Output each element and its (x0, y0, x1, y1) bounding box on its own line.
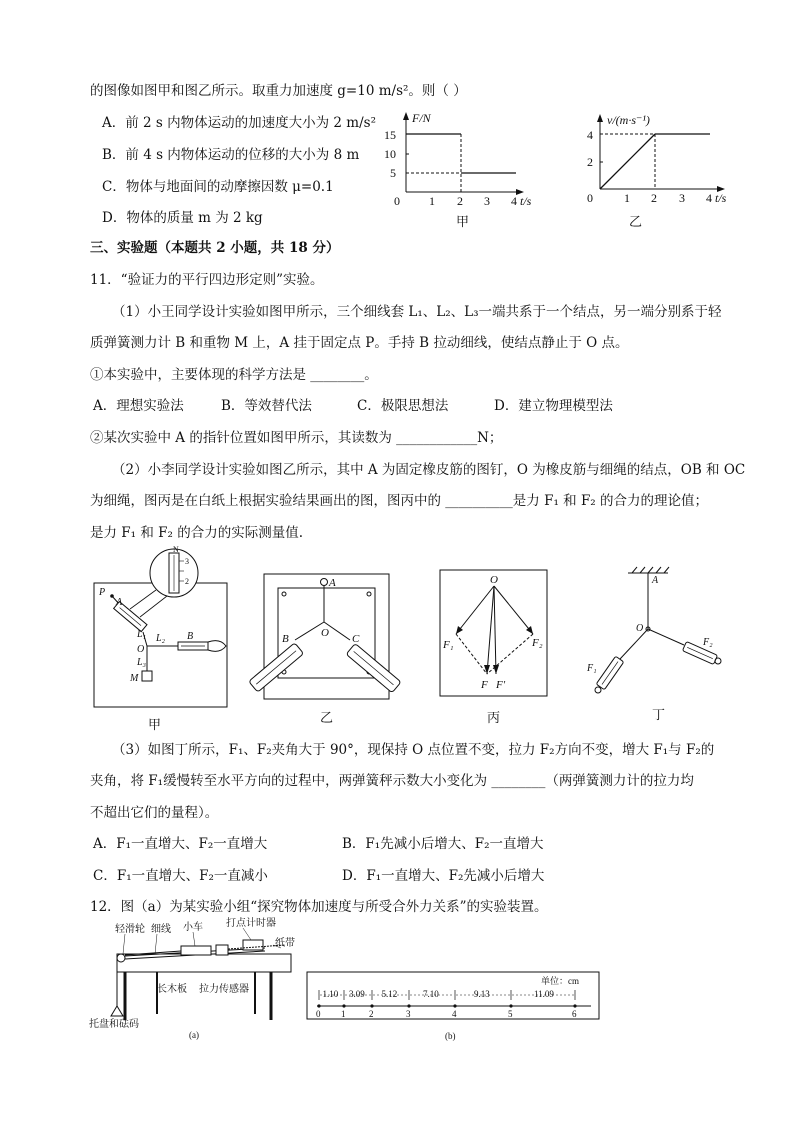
svg-text:B: B (187, 631, 194, 642)
caption-a: (a) (189, 1030, 199, 1040)
svg-text:3: 3 (185, 557, 189, 566)
svg-text:1: 1 (624, 191, 630, 205)
svg-text:0: 0 (394, 194, 400, 208)
svg-text:2: 2 (185, 577, 189, 586)
tape-unit: 单位：cm (541, 976, 579, 986)
svg-text:5: 5 (390, 166, 396, 180)
q10-option-a: A．前 2 s 内物体运动的加速度大小为 2 m/s² (102, 115, 377, 131)
q11-title: 11．“验证力的平行四边形定则”实验。 (90, 272, 324, 288)
figure-bing-caption: 丙 (487, 710, 501, 725)
tape-point-label: 3 (406, 1009, 411, 1019)
svg-text:A: A (652, 575, 659, 586)
svg-text:拉力传感器: 拉力传感器 (199, 984, 249, 995)
svg-text:F₁: F₁ (587, 663, 597, 674)
graph-yi (575, 110, 745, 230)
graph-jia-ylabel: F/N (412, 111, 431, 125)
q10-option-b: B．前 4 s 内物体运动的位移的大小为 8 m (102, 147, 360, 163)
graph-jia-caption: 甲 (456, 214, 470, 229)
q11-p1-line2: 质弹簧测力计 B 和重物 M 上，A 挂于固定点 P。手持 B 拉动细线，使结点静止于 O 点。 (90, 335, 629, 351)
tape-dot (342, 1004, 345, 1007)
q11-method-question: ①本实验中，主要体现的科学方法是 ________。 (90, 367, 378, 383)
q10-option-d: D．物体的质量 m 为 2 kg (102, 210, 263, 226)
tape-segment-label: 3.09 (349, 989, 365, 999)
caption-b: (b) (445, 1031, 456, 1041)
svg-text:t/s: t/s (520, 194, 532, 208)
svg-text:细线: 细线 (151, 924, 171, 935)
svg-text:F₂: F₂ (532, 637, 543, 649)
svg-text:1: 1 (429, 194, 435, 208)
svg-text:B: B (282, 633, 289, 645)
q10-option-c: C．物体与地面间的动摩擦因数 μ=0.1 (102, 179, 334, 195)
figure-yi (240, 568, 415, 728)
svg-text:A: A (329, 577, 336, 589)
svg-text:10: 10 (384, 147, 396, 161)
svg-text:3: 3 (484, 194, 490, 208)
tape-segment-label: 1.10 (322, 989, 339, 999)
svg-text:3: 3 (679, 191, 685, 205)
svg-text:长木板: 长木板 (157, 984, 187, 995)
svg-text:O: O (321, 627, 329, 639)
svg-text:O: O (636, 623, 644, 634)
svg-text:4: 4 (587, 128, 593, 142)
svg-text:0: 0 (587, 191, 593, 205)
tape-point-label: 4 (452, 1009, 457, 1019)
tape-segment-label: 7.10 (423, 989, 439, 999)
svg-text:托盘和砝码: 托盘和砝码 (89, 1019, 139, 1030)
graph-yi-caption: 乙 (629, 214, 643, 229)
tape-segment-label: 5.12 (381, 989, 398, 999)
q11-p2-line2: 为细绳，图丙是在白纸上根据实验结果画出的图，图丙中的 __________是力 F₁ 和 F₂ 的合力的理论值； (90, 493, 709, 509)
tape-dot (317, 1004, 320, 1007)
svg-text:F₂: F₂ (703, 637, 713, 648)
paper-tape-figure (305, 970, 605, 1045)
svg-text:M: M (130, 673, 139, 684)
q11-p2-line3: 是力 F₁ 和 F₂ 的合力的实际测量值. (90, 525, 304, 541)
svg-text:F₁: F₁ (443, 639, 454, 651)
tape-segment-label: 9.13 (474, 989, 490, 999)
q11-p3-line1: （3）如图丁所示，F₁、F₂夹角大于 90°，现保持 O 点位置不变，拉力 F₂方向不变，增大 F₁与 F₂的 (112, 742, 715, 758)
q11-p2-line1: （2）小李同学设计实验如图乙所示，其中 A 为固定橡皮筋的图钉，O 为橡皮筋与细绳的结点，OB 和 OC (112, 462, 746, 478)
tape-dot (509, 1004, 512, 1007)
p3-option-b: B．F₁先减小后增大、F₂一直增大 (342, 836, 544, 852)
svg-text:4: 4 (706, 191, 712, 205)
svg-text:2: 2 (587, 155, 593, 169)
method-option-b: B．等效替代法 (221, 398, 312, 414)
figure-jia (90, 545, 240, 735)
svg-text:L₃: L₃ (137, 657, 147, 668)
svg-text:4: 4 (511, 194, 517, 208)
tape-point-label: 2 (369, 1009, 374, 1019)
tape-segment-label: 11.09 (534, 989, 554, 999)
q10-stem-tail: 的图像如图甲和图乙所示。取重力加速度 g=10 m/s²。则（ ） (90, 83, 467, 99)
method-option-c: C．极限思想法 (357, 398, 449, 414)
figure-ding (580, 565, 730, 725)
svg-text:打点计时器: 打点计时器 (226, 918, 276, 929)
q11-reading-question: ②某次实验中 A 的指针位置如图甲所示，其读数为 ____________N； (90, 430, 503, 446)
p3-option-d: D．F₁一直增大、F₂先减小后增大 (342, 868, 545, 884)
tape-dot (573, 1004, 576, 1007)
p3-option-a: A．F₁一直增大、F₂一直增大 (93, 836, 268, 852)
svg-text:A: A (116, 597, 123, 608)
q11-p3-line3: 不超出它们的量程）。 (90, 805, 219, 821)
apparatus-figure (85, 918, 300, 1048)
svg-text:2: 2 (457, 194, 463, 208)
q11-p1-line1: （1）小王同学设计实验如图甲所示，三个细线套 L₁、L₂、L₃一端共系于一个结点，另一端分别系于轻 (112, 304, 722, 320)
svg-text:L₁: L₁ (137, 629, 147, 640)
tape-dot (370, 1004, 373, 1007)
method-option-d: D．建立物理模型法 (494, 398, 613, 414)
tape-point-label: 5 (508, 1009, 513, 1019)
tape-dot (407, 1004, 410, 1007)
q12-title: 12．图（a）为某实验小组“探究物体加速度与所受合外力关系”的实验装置。 (90, 899, 548, 915)
svg-text:轻滑轮: 轻滑轮 (115, 924, 145, 935)
svg-text:P: P (99, 587, 106, 598)
figure-jia-caption: 甲 (148, 717, 162, 732)
svg-text:纸带: 纸带 (275, 938, 295, 949)
tape-point-label: 0 (316, 1009, 321, 1019)
svg-text:2: 2 (651, 191, 657, 205)
tape-point-label: 6 (572, 1009, 577, 1019)
svg-text:L₂: L₂ (156, 633, 166, 644)
figure-ding-caption: 丁 (652, 707, 666, 722)
p3-option-c: C．F₁一直增大、F₂一直减小 (93, 868, 268, 884)
svg-text:O: O (137, 644, 145, 655)
method-option-a: A．理想实验法 (93, 398, 184, 414)
svg-text:15: 15 (384, 128, 396, 142)
svg-text:N: N (173, 545, 179, 554)
q11-p3-line2: 夹角，将 F₁缓慢转至水平方向的过程中，两弹簧秤示数大小变化为 ________（两弹簧测力计的拉力均 (90, 773, 694, 789)
graph-jia (370, 110, 540, 230)
svg-text:C: C (352, 633, 360, 645)
svg-text:O: O (490, 574, 498, 586)
graph-yi-ylabel: v/(m·s⁻¹) (607, 113, 650, 127)
tape-dot (453, 1004, 456, 1007)
svg-text:t/s: t/s (715, 191, 727, 205)
tape-point-label: 1 (341, 1009, 346, 1019)
svg-text:小车: 小车 (183, 922, 203, 933)
figure-bing (438, 568, 550, 728)
svg-text:F: F (481, 679, 488, 691)
svg-text:F′: F′ (496, 679, 506, 691)
figure-yi-caption: 乙 (320, 710, 334, 725)
section-heading: 三、实验题（本题共 2 小题，共 18 分） (90, 240, 340, 256)
